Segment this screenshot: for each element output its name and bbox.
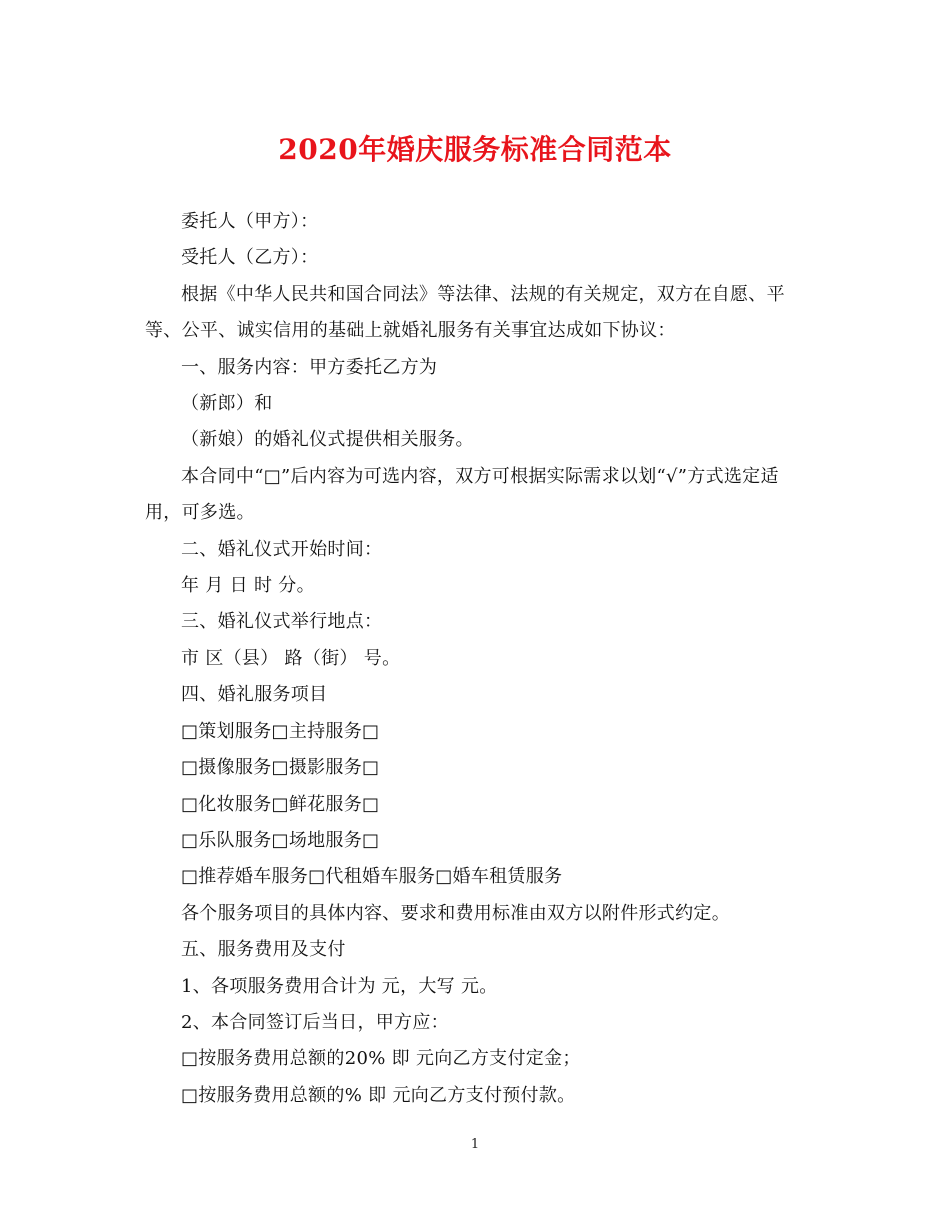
paragraph-service-items-5: □推荐婚车服务□代租婚车服务□婚车租赁服务: [181, 866, 563, 888]
paragraph-groom: （新郎）和: [181, 393, 273, 415]
paragraph-section-3: 三、婚礼仪式举行地点：: [181, 611, 383, 633]
page-number: 1: [470, 1137, 480, 1152]
paragraph-bride: （新娘）的婚礼仪式提供相关服务。: [181, 429, 474, 451]
paragraph-service-items-1: □策划服务□主持服务□: [181, 720, 380, 742]
paragraph-service-standards: 各个服务项目的具体内容、要求和费用标准由双方以附件形式约定。: [181, 902, 730, 924]
document-title: 2020年婚庆服务标准合同范本: [278, 133, 672, 166]
paragraph-ceremony-location: 市 区（县） 路（街） 号。: [181, 647, 401, 669]
paragraph-signing-payment: 2、本合同签订后当日，甲方应：: [181, 1011, 449, 1033]
paragraph-section-4: 四、婚礼服务项目: [181, 684, 328, 706]
paragraph-deposit-option: □按服务费用总额的20% 即 元向乙方支付定金；: [181, 1048, 581, 1070]
paragraph-optional-note: 本合同中“□”后内容为可选内容，双方可根据实际需求以划“√”方式选定适用，可多选。: [145, 465, 779, 524]
paragraph-ceremony-time: 年 月 日 时 分。: [181, 575, 315, 597]
paragraph-section-2: 二、婚礼仪式开始时间：: [181, 538, 383, 560]
paragraph-service-items-3: □化妆服务□鲜花服务□: [181, 793, 380, 815]
paragraph-section-5: 五、服务费用及支付: [181, 939, 346, 961]
paragraph-service-items-2: □摄像服务□摄影服务□: [181, 757, 380, 779]
paragraph-service-items-4: □乐队服务□场地服务□: [181, 829, 380, 851]
paragraph-fee-total: 1、各项服务费用合计为 元，大写 元。: [181, 975, 498, 997]
paragraph-preamble: 根据《中华人民共和国合同法》等法律、法规的有关规定，双方在自愿、平等、公平、诚实信用的基础上就婚礼服务有关事宜达成如下协议：: [145, 283, 785, 342]
paragraph-client: 委托人（甲方）：: [181, 211, 319, 232]
paragraph-contractor: 受托人（乙方）：: [181, 247, 319, 269]
paragraph-section-1: 一、服务内容：甲方委托乙方为: [181, 356, 438, 378]
document-body: [145, 204, 805, 1114]
paragraph-prepayment-option: □按服务费用总额的% 即 元向乙方支付预付款。: [181, 1084, 576, 1106]
